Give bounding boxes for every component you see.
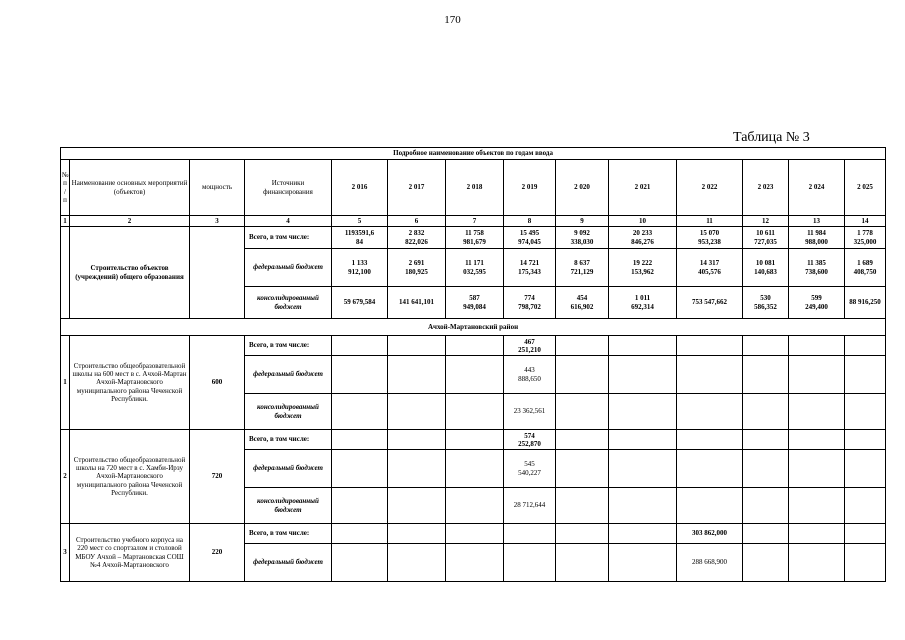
col-number-3: 3 [190, 216, 245, 227]
project-value-2 [388, 430, 446, 450]
project-value-7: 288 668,900 [677, 544, 743, 582]
project-value-9 [789, 544, 845, 582]
project-value-1 [332, 430, 388, 450]
project-value-9 [789, 450, 845, 488]
summary-num-cell [61, 227, 70, 319]
summary-value-9: 11 385 738,600 [789, 249, 845, 287]
page-number: 170 [444, 14, 461, 26]
summary-value-4: 15 495 974,045 [504, 227, 556, 249]
project-value-3 [446, 394, 504, 430]
summary-value-10: 88 916,250 [845, 287, 886, 319]
summary-value-1: 59 679,584 [332, 287, 388, 319]
source-label: федеральный бюджет [245, 249, 332, 287]
header-name: Наименование основных мероприятий (объектов) [70, 160, 190, 216]
source-label: федеральный бюджет [245, 544, 332, 582]
project-value-10 [845, 356, 886, 394]
project-value-3 [446, 336, 504, 356]
summary-value-8: 10 081 140,683 [743, 249, 789, 287]
project-value-8 [743, 544, 789, 582]
project-value-9 [789, 336, 845, 356]
project-value-9 [789, 356, 845, 394]
summary-value-1: 1193591,6 84 [332, 227, 388, 249]
project-value-5 [556, 394, 609, 430]
project-value-7: 303 862,000 [677, 524, 743, 544]
project-value-6 [609, 524, 677, 544]
project-value-8 [743, 488, 789, 524]
project-value-9 [789, 430, 845, 450]
header-year-6: 2 021 [609, 160, 677, 216]
project-value-5 [556, 430, 609, 450]
project-value-6 [609, 544, 677, 582]
project-value-2 [388, 524, 446, 544]
header-year-4: 2 019 [504, 160, 556, 216]
project-value-7 [677, 336, 743, 356]
project-value-4: 443 888,650 [504, 356, 556, 394]
col-number-11: 11 [677, 216, 743, 227]
project-value-9 [789, 394, 845, 430]
summary-value-4: 14 721 175,343 [504, 249, 556, 287]
project-value-8 [743, 394, 789, 430]
project-value-1 [332, 356, 388, 394]
project-value-7 [677, 430, 743, 450]
summary-value-9: 11 984 988,000 [789, 227, 845, 249]
project-value-4 [504, 524, 556, 544]
col-number-13: 13 [789, 216, 845, 227]
header-year-7: 2 022 [677, 160, 743, 216]
summary-value-6: 20 233 846,276 [609, 227, 677, 249]
project-number: 3 [61, 524, 70, 582]
project-value-3 [446, 544, 504, 582]
project-value-7 [677, 450, 743, 488]
source-label: Всего, в том числе: [245, 336, 332, 356]
source-label: Всего, в том числе: [245, 524, 332, 544]
table-row [61, 216, 886, 227]
project-value-4: 28 712,644 [504, 488, 556, 524]
header-num: № п / п [61, 160, 70, 216]
project-name: Строительство общеобразовательной школы на 600 мест в с. Ачхой-Мартан Ачхой-Мартановского муниципального района Чеченской Республики. [70, 336, 190, 430]
project-value-5 [556, 336, 609, 356]
project-capacity: 720 [190, 430, 245, 524]
summary-value-3: 587 949,084 [446, 287, 504, 319]
header-sources: Источники финансирования [245, 160, 332, 216]
header-year-9: 2 024 [789, 160, 845, 216]
project-value-1 [332, 450, 388, 488]
project-value-6 [609, 450, 677, 488]
financing-table [60, 147, 886, 582]
project-value-3 [446, 356, 504, 394]
col-number-4: 4 [245, 216, 332, 227]
project-value-1 [332, 544, 388, 582]
project-value-9 [789, 524, 845, 544]
summary-value-2: 2 832 822,026 [388, 227, 446, 249]
project-number: 1 [61, 336, 70, 430]
project-value-4: 467 251,210 [504, 336, 556, 356]
source-label: консолидированный бюджет [245, 287, 332, 319]
table-row [61, 430, 886, 450]
project-value-8 [743, 430, 789, 450]
project-value-2 [388, 394, 446, 430]
summary-value-10: 1 778 325,000 [845, 227, 886, 249]
col-number-8: 8 [504, 216, 556, 227]
summary-value-2: 141 641,101 [388, 287, 446, 319]
summary-value-4: 774 798,702 [504, 287, 556, 319]
summary-value-10: 1 689 408,750 [845, 249, 886, 287]
summary-value-7: 753 547,662 [677, 287, 743, 319]
summary-value-5: 9 092 338,030 [556, 227, 609, 249]
project-capacity: 220 [190, 524, 245, 582]
project-value-6 [609, 336, 677, 356]
summary-value-8: 10 611 727,035 [743, 227, 789, 249]
project-value-10 [845, 488, 886, 524]
col-number-6: 6 [388, 216, 446, 227]
summary-value-1: 1 133 912,100 [332, 249, 388, 287]
source-label: консолидированный бюджет [245, 488, 332, 524]
project-value-4: 545 540,227 [504, 450, 556, 488]
table-row [61, 160, 886, 216]
project-value-2 [388, 544, 446, 582]
header-year-8: 2 023 [743, 160, 789, 216]
project-value-8 [743, 450, 789, 488]
project-value-1 [332, 524, 388, 544]
table-row [61, 524, 886, 544]
group-header: Подробное наименование объектов по годам ввода [61, 148, 886, 160]
col-number-5: 5 [332, 216, 388, 227]
summary-capacity-cell [190, 227, 245, 319]
project-value-2 [388, 336, 446, 356]
project-value-3 [446, 430, 504, 450]
project-value-10 [845, 450, 886, 488]
project-value-8 [743, 524, 789, 544]
col-number-10: 10 [609, 216, 677, 227]
source-label: Всего, в том числе: [245, 227, 332, 249]
project-value-10 [845, 430, 886, 450]
table-row [61, 319, 886, 336]
summary-title: Строительство объектов (учреждений) общего образования [70, 227, 190, 319]
project-value-10 [845, 394, 886, 430]
source-label: федеральный бюджет [245, 356, 332, 394]
header-capacity: мощность [190, 160, 245, 216]
project-value-1 [332, 394, 388, 430]
project-value-5 [556, 450, 609, 488]
col-number-2: 2 [70, 216, 190, 227]
project-value-10 [845, 336, 886, 356]
project-value-2 [388, 356, 446, 394]
table-row [61, 227, 886, 249]
summary-value-5: 454 616,902 [556, 287, 609, 319]
project-value-10 [845, 524, 886, 544]
project-name: Строительство учебного корпуса на 220 мест со спортзалом и столовой МБОУ Ачхой – Мартановская СОШ №4 Ачхой-Мартановского [70, 524, 190, 582]
project-value-6 [609, 430, 677, 450]
summary-value-7: 14 317 405,576 [677, 249, 743, 287]
table-row [61, 148, 886, 160]
project-value-6 [609, 356, 677, 394]
col-number-7: 7 [446, 216, 504, 227]
project-value-2 [388, 488, 446, 524]
source-label: консолидированный бюджет [245, 394, 332, 430]
header-year-1: 2 016 [332, 160, 388, 216]
project-value-7 [677, 488, 743, 524]
project-value-2 [388, 450, 446, 488]
table-row [61, 336, 886, 356]
project-value-6 [609, 394, 677, 430]
project-value-8 [743, 336, 789, 356]
project-value-3 [446, 488, 504, 524]
summary-value-6: 19 222 153,962 [609, 249, 677, 287]
summary-value-3: 11 758 981,679 [446, 227, 504, 249]
project-value-7 [677, 394, 743, 430]
col-number-1: 1 [61, 216, 70, 227]
source-label: федеральный бюджет [245, 450, 332, 488]
project-value-3 [446, 524, 504, 544]
project-name: Строительство общеобразовательной школы на 720 мест в с. Хамби-Ирзу Ачхой-Мартановского муниципального района Чеченской Республики. [70, 430, 190, 524]
col-number-14: 14 [845, 216, 886, 227]
project-value-6 [609, 488, 677, 524]
project-value-5 [556, 524, 609, 544]
district-header: Ачхой-Мартановский район [61, 319, 886, 336]
header-year-5: 2 020 [556, 160, 609, 216]
project-value-3 [446, 450, 504, 488]
summary-value-3: 11 171 032,595 [446, 249, 504, 287]
project-number: 2 [61, 430, 70, 524]
source-label: Всего, в том числе: [245, 430, 332, 450]
project-capacity: 600 [190, 336, 245, 430]
summary-value-8: 530 586,352 [743, 287, 789, 319]
col-number-12: 12 [743, 216, 789, 227]
summary-value-7: 15 070 953,238 [677, 227, 743, 249]
project-value-5 [556, 544, 609, 582]
project-value-4: 23 362,561 [504, 394, 556, 430]
summary-value-6: 1 011 692,314 [609, 287, 677, 319]
header-year-10: 2 025 [845, 160, 886, 216]
header-year-2: 2 017 [388, 160, 446, 216]
project-value-5 [556, 488, 609, 524]
col-number-9: 9 [556, 216, 609, 227]
project-value-4: 574 252,870 [504, 430, 556, 450]
project-value-5 [556, 356, 609, 394]
project-value-8 [743, 356, 789, 394]
header-year-3: 2 018 [446, 160, 504, 216]
project-value-10 [845, 544, 886, 582]
table-caption: Таблица № 3 [733, 130, 810, 145]
project-value-7 [677, 356, 743, 394]
summary-value-9: 599 249,400 [789, 287, 845, 319]
project-value-4 [504, 544, 556, 582]
summary-value-2: 2 691 180,925 [388, 249, 446, 287]
project-value-1 [332, 488, 388, 524]
project-value-1 [332, 336, 388, 356]
summary-value-5: 8 637 721,129 [556, 249, 609, 287]
project-value-9 [789, 488, 845, 524]
